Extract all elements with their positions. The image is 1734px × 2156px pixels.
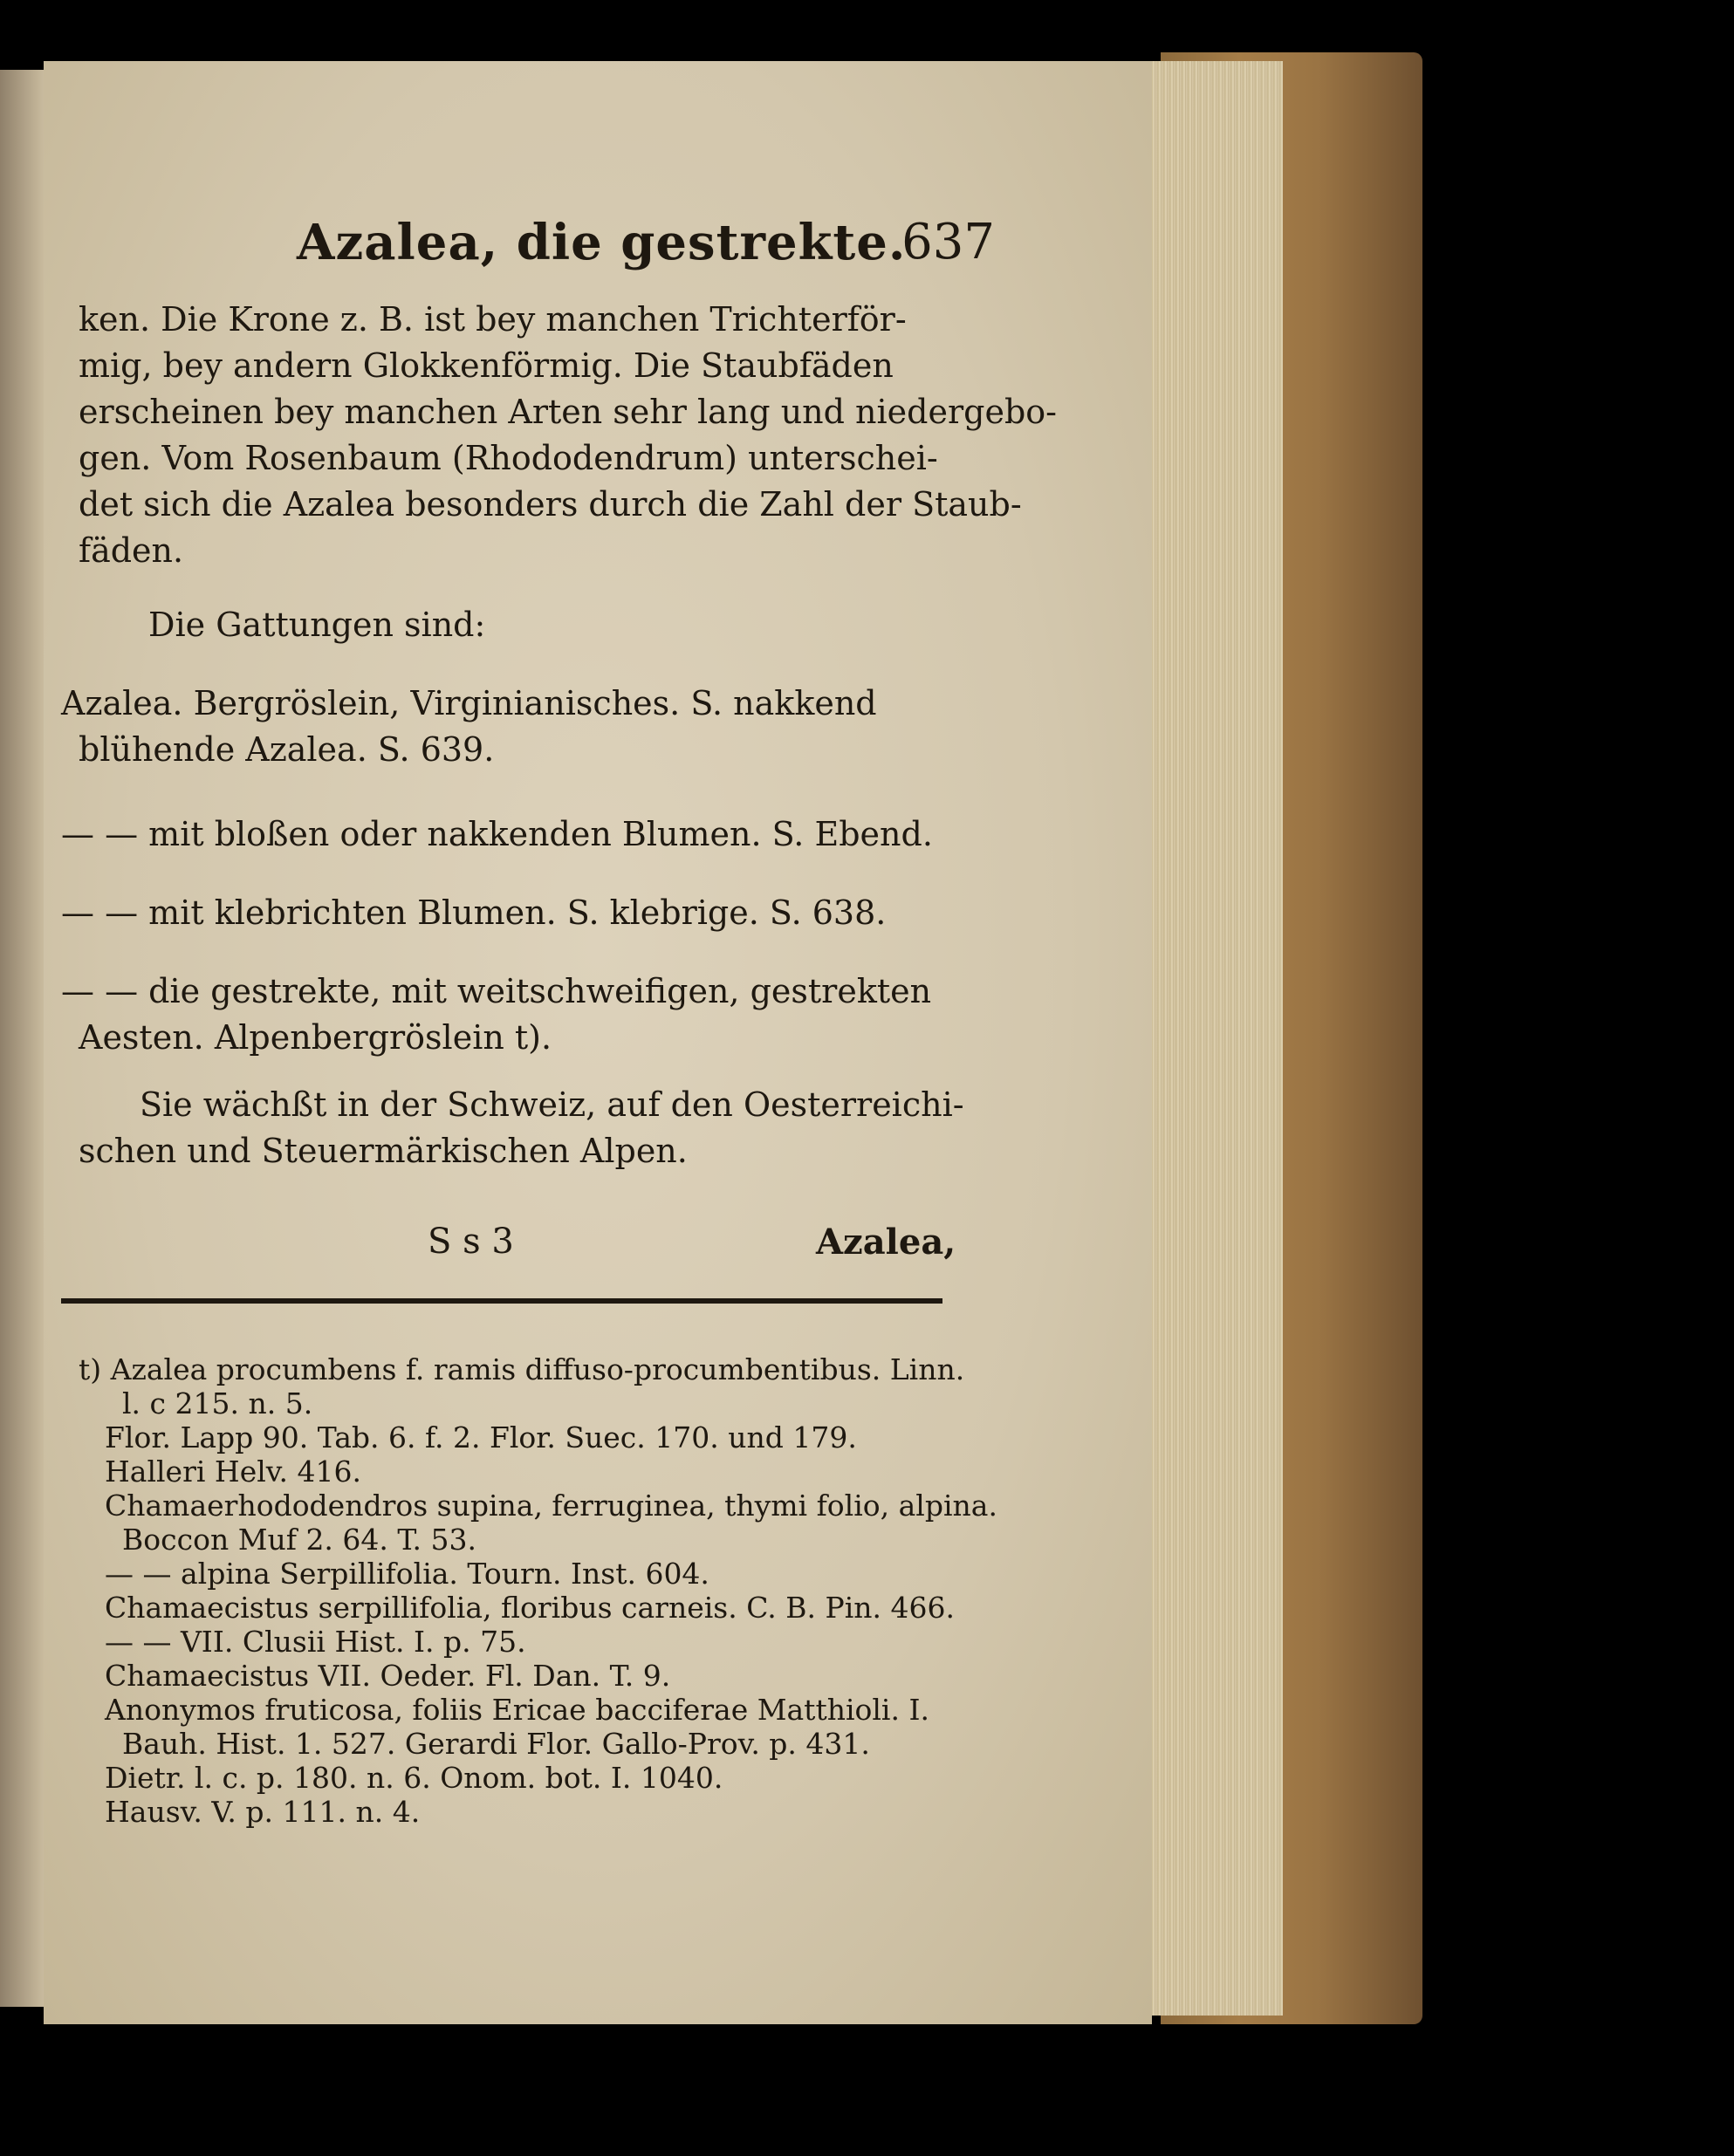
intro-line: gen. Vom Rosenbaum (Rhododendrum) unterschei- bbox=[79, 439, 938, 477]
page-stack-edge bbox=[1143, 61, 1283, 2016]
entry-line: Aesten. Alpenbergröslein t). bbox=[79, 1018, 552, 1057]
habitat-paragraph bbox=[79, 1082, 964, 1174]
species-heading: Die Gattungen sind: bbox=[148, 606, 486, 644]
habitat-line: Sie wächßt in der Schweiz, auf den Oesterreichi- bbox=[140, 1085, 964, 1124]
footnote-line: Chamaerhododendros supina, ferruginea, thymi folio, alpina. bbox=[105, 1489, 997, 1523]
species-entry-naked: — — mit bloßen oder nakkenden Blumen. S. Ebend. bbox=[61, 815, 933, 853]
running-title: Azalea, die gestrekte. bbox=[297, 214, 907, 271]
footnote-rule bbox=[61, 1298, 942, 1304]
signature-mark: S s 3 bbox=[428, 1222, 514, 1262]
footnote-line: l. c 215. n. 5. bbox=[122, 1386, 313, 1420]
intro-line: det sich die Azalea besonders durch die Zahl der Staub- bbox=[79, 485, 1022, 524]
footnote-line: Chamaecistus serpillifolia, floribus carneis. C. B. Pin. 466. bbox=[105, 1591, 955, 1625]
footnote-line: Hausv. V. p. 111. n. 4. bbox=[105, 1795, 421, 1829]
footnote-line: — — VII. Clusii Hist. I. p. 75. bbox=[105, 1625, 526, 1659]
page-number: 637 bbox=[901, 214, 995, 270]
footnote-block bbox=[79, 1352, 997, 1829]
habitat-line: schen und Steuermärkischen Alpen. bbox=[79, 1132, 688, 1170]
intro-paragraph bbox=[79, 297, 1057, 574]
species-entry-procumbent bbox=[61, 968, 931, 1061]
facing-page-edge bbox=[0, 70, 44, 2007]
footnote-line: Flor. Lapp 90. Tab. 6. f. 2. Flor. Suec. 170. und 179. bbox=[105, 1420, 857, 1454]
species-entry-sticky: — — mit klebrichten Blumen. S. klebrige. S. 638. bbox=[61, 893, 887, 932]
footnote-line: Halleri Helv. 416. bbox=[105, 1454, 361, 1489]
page-header bbox=[297, 214, 995, 292]
footnote-line: Boccon Muf 2. 64. T. 53. bbox=[122, 1523, 477, 1557]
footnote-line: — — alpina Serpillifolia. Tourn. Inst. 604. bbox=[105, 1557, 709, 1591]
entry-line: Azalea. Bergröslein, Virginianisches. S. nakkend bbox=[61, 684, 877, 722]
entry-line: blühende Azalea. S. 639. bbox=[79, 730, 495, 769]
intro-line: ken. Die Krone z. B. ist bey manchen Trichterför- bbox=[79, 300, 907, 339]
intro-line: erscheinen bey manchen Arten sehr lang und niedergebo- bbox=[79, 393, 1057, 431]
entry-line: — — die gestrekte, mit weitschweifigen, gestrekten bbox=[61, 972, 932, 1010]
catchword: Azalea, bbox=[816, 1222, 956, 1263]
footnote-line: Dietr. l. c. p. 180. n. 6. Onom. bot. I. 1040. bbox=[105, 1761, 723, 1795]
footnote-line: Chamaecistus VII. Oeder. Fl. Dan. T. 9. bbox=[105, 1659, 671, 1693]
footnote-line: Anonymos fruticosa, foliis Ericae bacciferae Matthioli. I. bbox=[105, 1693, 929, 1727]
intro-line: mig, bey andern Glokkenförmig. Die Staubfäden bbox=[79, 346, 894, 385]
book-page bbox=[44, 61, 1152, 2024]
intro-line: fäden. bbox=[79, 531, 184, 570]
species-entry-azalea bbox=[61, 681, 877, 773]
footnote-line: t) Azalea procumbens f. ramis diffuso-procumbentibus. Linn. bbox=[79, 1352, 965, 1386]
footnote-line: Bauh. Hist. 1. 527. Gerardi Flor. Gallo-Prov. p. 431. bbox=[122, 1727, 870, 1761]
